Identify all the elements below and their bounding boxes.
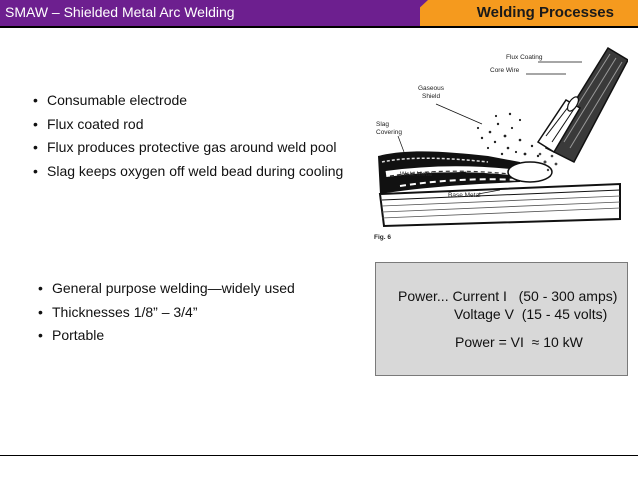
label-weld-metal: Weld Metal (400, 171, 433, 178)
label-covering: Covering (376, 129, 403, 136)
label-gaseous: Gaseous (418, 85, 445, 92)
smaw-diagram (370, 44, 628, 244)
list-item: • Flux produces protective gas around weld pool (33, 139, 343, 163)
label-slag: Slag (376, 121, 390, 128)
list-item: • General purpose welding—widely used (38, 280, 295, 304)
header-rule (0, 26, 638, 28)
header-divider-wedge (400, 0, 428, 26)
list-item: • Slag keeps oxygen off weld bead during cooling (33, 163, 343, 187)
footer-rule (0, 455, 638, 456)
label-base-metal: Base Metal (448, 192, 481, 199)
figure-caption: Fig. 6 (374, 234, 391, 241)
process-uses-list (38, 280, 295, 351)
power-info-box (375, 262, 628, 376)
list-item: • Portable (38, 327, 295, 351)
slide-header (0, 0, 638, 26)
list-item: • Thicknesses 1/8” – 3/4” (38, 304, 295, 328)
label-core-wire: Core Wire (490, 67, 520, 74)
list-item: • Consumable electrode (33, 92, 343, 116)
slide-title: SMAW – Shielded Metal Arc Welding (5, 4, 235, 20)
power-formula-line: Power = VI ≈ 10 kW (455, 334, 583, 350)
label-flux-coating: Flux Coating (506, 54, 543, 61)
process-features-list (33, 92, 343, 186)
section-title: Welding Processes (476, 4, 614, 21)
power-current-line: Power... Current I (50 - 300 amps) (398, 288, 618, 304)
power-voltage-line: Voltage V (15 - 45 volts) (454, 306, 608, 322)
smaw-diagram-illustration (370, 44, 628, 244)
list-item: • Flux coated rod (33, 116, 343, 140)
label-shield: Shield (422, 93, 441, 100)
